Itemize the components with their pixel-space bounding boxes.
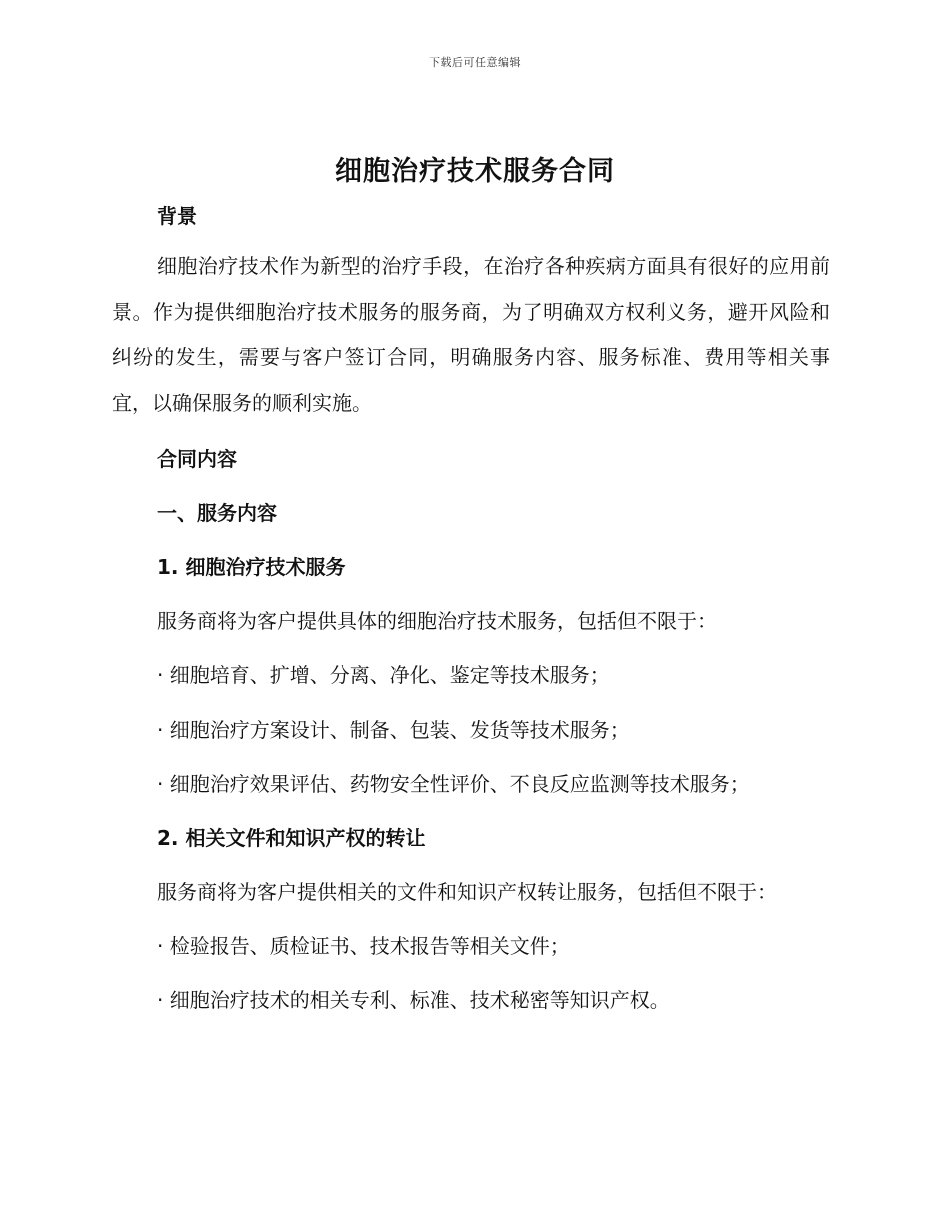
- contract-content-heading: 合同内容: [157, 447, 237, 471]
- section-one-heading: 一、服务内容: [157, 501, 277, 525]
- subsection-1-heading: 1. 细胞治疗技术服务: [157, 555, 346, 579]
- page-header-note: 下载后可任意编辑: [429, 56, 521, 69]
- list-item: · 细胞治疗方案设计、制备、包装、发货等技术服务；: [157, 718, 630, 742]
- subsection-2-intro: 服务商将为客户提供相关的文件和知识产权转让服务，包括但不限于：: [157, 880, 777, 904]
- list-item: · 细胞培育、扩增、分离、净化、鉴定等技术服务；: [157, 663, 610, 687]
- subsection-2-heading: 2. 相关文件和知识产权的转让: [157, 826, 426, 850]
- list-item: · 细胞治疗效果评估、药物安全性评价、不良反应监测等技术服务；: [157, 772, 750, 796]
- background-heading: 背景: [157, 204, 197, 228]
- list-item: · 细胞治疗技术的相关专利、标准、技术秘密等知识产权。: [157, 988, 670, 1012]
- background-paragraph: 细胞治疗技术作为新型的治疗手段，在治疗各种疾病方面具有很好的应用前景。作为提供细胞治疗技术服务的服务商，为了明确双方权利义务，避开风险和纠纷的发生，需要与客户签订合同，明确服务内容、服务标准、费用等相关事宜，以确保服务的顺利实施。: [112, 254, 830, 415]
- subsection-1-intro: 服务商将为客户提供具体的细胞治疗技术服务，包括但不限于：: [157, 609, 717, 633]
- document-title: 细胞治疗技术服务合同: [335, 156, 615, 187]
- list-item: · 检验报告、质检证书、技术报告等相关文件；: [157, 934, 570, 958]
